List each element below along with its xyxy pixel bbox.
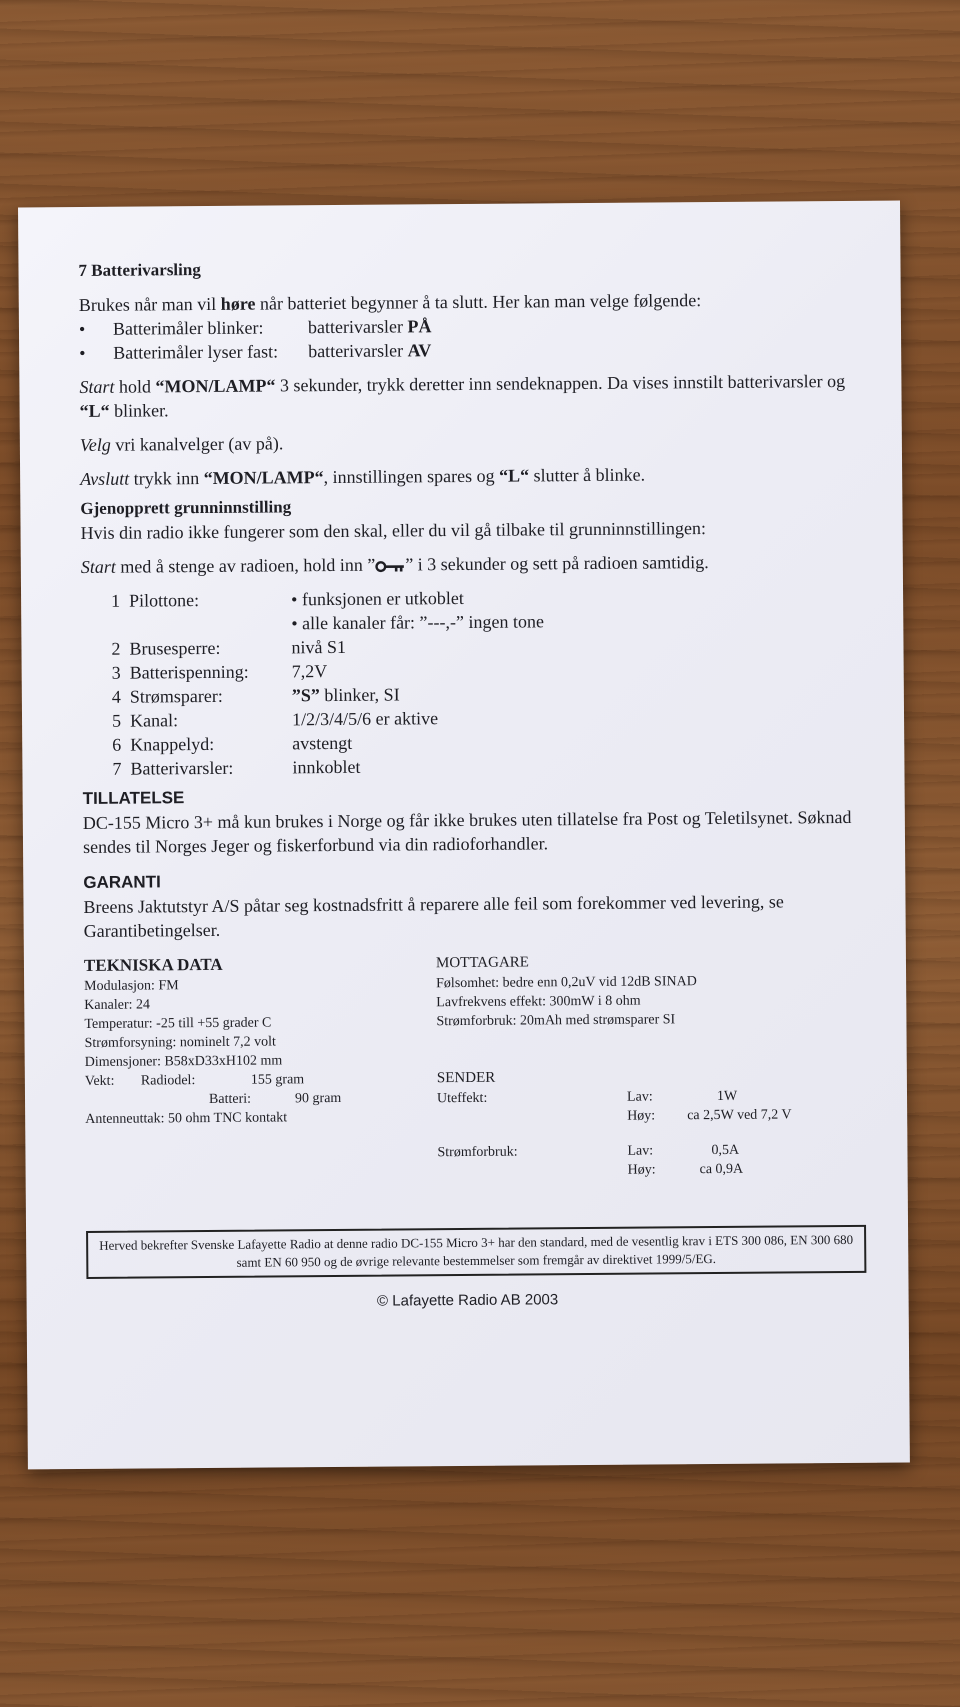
bullet-icon: • xyxy=(78,318,86,339)
page-content xyxy=(78,253,866,1225)
table-row: 1 Pilottone: • funksjonen er utkoblet xyxy=(111,587,464,611)
reset-intro: Hvis din radio ikke fungerer som den skal, eller du vil gå tilbake til grunninnstillingen: xyxy=(80,518,707,543)
garanti-text: Breens Jaktutstyr A/S påtar seg kostnadsfritt å reparere alle feil som forekommer ved levering, se Garantibetingelser. xyxy=(83,891,784,941)
reset-start-instruction: Start med å stenge av radioen, hold inn ” ” i 3 sekunder og sett på radioen samtidig. xyxy=(80,552,709,577)
table-row: 2 Brusesperre: nivå S1 xyxy=(111,636,347,659)
section-title-garanti: GARANTI xyxy=(83,872,161,892)
spec-line: Strømforbruk: 20mAh med strømsparer SI xyxy=(436,1012,676,1030)
spec-line: Kanaler: 24 xyxy=(84,997,151,1013)
section-title-tech: TEKNISKA DATA xyxy=(83,954,223,975)
sender-title: SENDER xyxy=(436,1069,496,1087)
list-item: • Batterimåler lyser fast: batterivarsler AV xyxy=(79,340,432,363)
manual-page xyxy=(18,201,910,1470)
bullet-icon: • xyxy=(79,342,86,363)
copyright: © Lafayette Radio AB 2003 xyxy=(376,1291,559,1310)
spec-line: Høy: ca 2,5W ved 7,2 V xyxy=(627,1107,792,1124)
tech-col-radio xyxy=(436,949,878,1181)
spec-line: Batteri: 90 gram xyxy=(208,1090,342,1107)
tillatelse-text: DC-155 Micro 3+ må kun brukes i Norge og får ikke brukes uten tillatelse fra Post og Teletilsynet. Søknad sendes til Norges Jeger og fiskerforbund via din radioforhandler. xyxy=(82,806,852,857)
spec-line: Følsomhet: bedre enn 0,2uV vid 12dB SINAD xyxy=(436,974,697,992)
spec-line: Uteffekt: Lav: 1W xyxy=(436,1088,738,1107)
section-title-reset: Gjenopprett grunninnstilling xyxy=(80,497,292,518)
table-row: 5 Kanal: 1/2/3/4/5/6 er aktive xyxy=(111,708,439,731)
spec-line: Antenneuttak: 50 ohm TNC kontakt xyxy=(85,1110,288,1127)
tech-col-general xyxy=(84,952,445,1129)
spec-line: Strømforbruk: Lav: 0,5A xyxy=(437,1142,740,1161)
spec-line: Dimensjoner: B58xD33xH102 mm xyxy=(84,1053,283,1070)
spec-line: Strømforsyning: nominelt 7,2 volt xyxy=(84,1034,276,1051)
key-icon xyxy=(375,560,405,572)
velg-instruction: Velg vri kanalvelger (av på). xyxy=(79,433,284,455)
factory-defaults-table xyxy=(111,585,545,780)
technical-data xyxy=(84,949,866,1225)
declaration-box: Herved bekrefter Svenske Lafayette Radio at denne radio DC-155 Micro 3+ har den standard, med de vesentlig krav i ETS 300 086, EN 300 680 samt EN 60 950 og de øvrige relevante bestemmelser som fremgår av direktivet 1999/5/EG. xyxy=(86,1225,866,1279)
table-row: 7 Batterivarsler: innkoblet xyxy=(112,756,361,779)
avslutt-instruction: Avslutt trykk inn “MON/LAMP“, innstillingen spares og “L“ slutter å blinke. xyxy=(80,464,646,489)
list-item: • Batterimåler blinker: batterivarsler PÅ xyxy=(78,316,432,339)
batterivarsling-intro: Brukes når man vil høre når batteriet begynner å ta slutt. Her kan man velge følgende: xyxy=(78,290,702,315)
table-row: 6 Knappelyd: avstengt xyxy=(112,732,353,755)
table-row: • alle kanaler får: ”---,-” ingen tone xyxy=(291,611,545,634)
table-row: 3 Batterispenning: 7,2V xyxy=(111,661,328,683)
start-instruction: Start hold “MON/LAMP“ 3 sekunder, trykk deretter inn sendeknappen. Da vises innstilt batterivarsler og “L“ blinker. xyxy=(79,370,846,421)
spec-line: Modulasjon: FM xyxy=(84,978,179,994)
section-title-batterivarsling: 7 Batterivarsling xyxy=(78,260,201,280)
table-row: 4 Strømsparer: ”S” blinker, SI xyxy=(111,684,400,707)
section-title-tillatelse: TILLATELSE xyxy=(82,788,185,808)
spec-line: Lavfrekvens effekt: 300mW i 8 ohm xyxy=(436,993,641,1011)
mottagare-title: MOTTAGARE xyxy=(435,954,529,972)
spec-line: Temperatur: -25 till +55 grader C xyxy=(84,1015,272,1032)
spec-line: Høy: ca 0,9A xyxy=(627,1161,744,1178)
spec-line: Vekt: Radiodel: 155 gram xyxy=(84,1072,305,1089)
